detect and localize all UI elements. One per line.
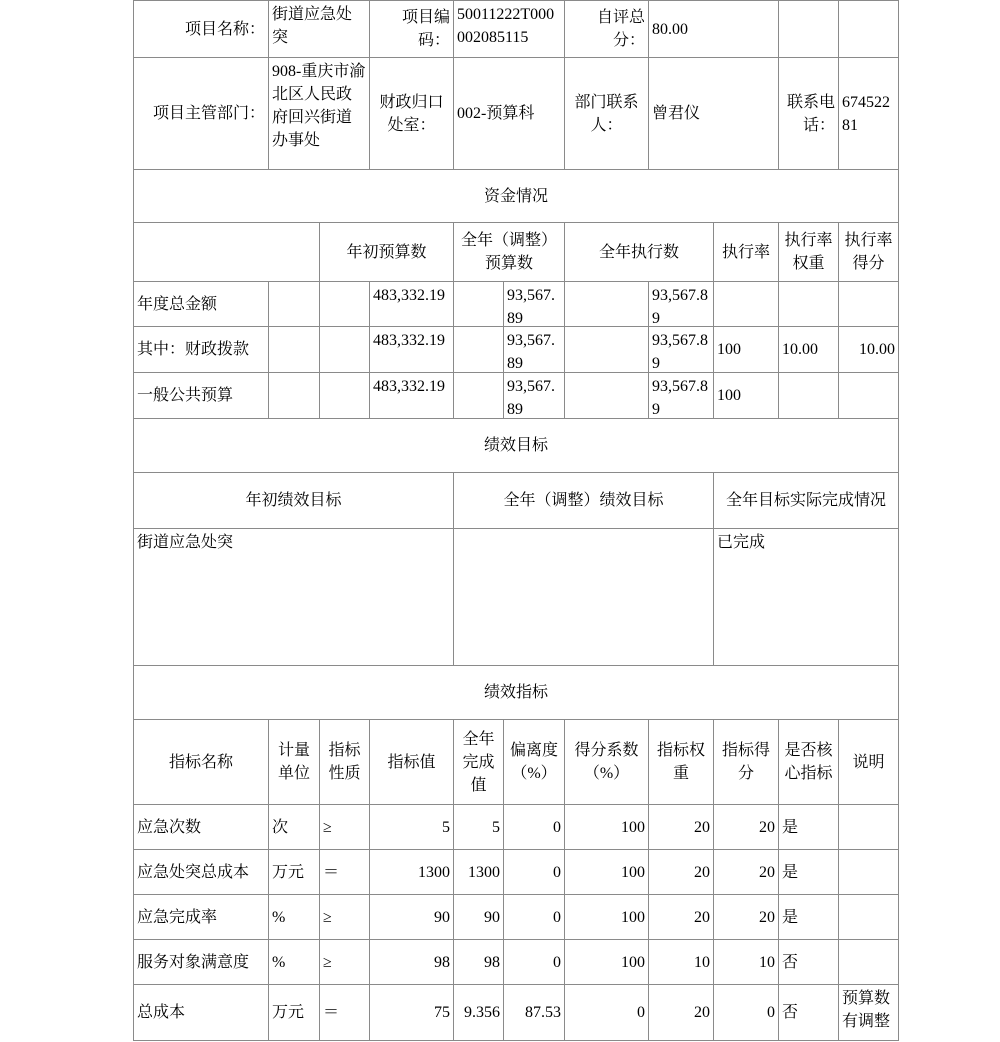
project-code-value-text: 50011222T000002085115 (457, 6, 555, 46)
funds-column-header (713, 222, 779, 282)
indicator-column-header (778, 719, 839, 805)
empty-cell (319, 281, 370, 327)
goals-value (453, 528, 714, 666)
project-name-value (268, 0, 370, 58)
indicator-cell-text: 预算数有调整 (842, 990, 891, 1030)
indicator-cell-text: 75 (434, 1004, 450, 1021)
indicator-cell-text: 20 (759, 863, 775, 881)
indicator-cell (133, 804, 269, 850)
goals-section-title (133, 418, 899, 473)
goals-value-text: 街道应急处突 (137, 534, 234, 551)
funds-column-header (319, 222, 454, 282)
indicator-cell (503, 939, 565, 985)
indicator-cell-text: 100 (621, 818, 645, 836)
funds-rate-value (713, 281, 779, 327)
indicator-cell-text: 应急次数 (137, 818, 202, 836)
indicator-cell-text: ＝ (323, 1004, 340, 1021)
project-code-value (453, 0, 565, 58)
indicator-cell (564, 894, 649, 940)
phone-value (838, 57, 899, 170)
indicator-cell (268, 849, 320, 895)
indicator-cell-text: 万元 (272, 863, 305, 881)
empty-cell (319, 372, 370, 419)
funds-column-header-text: 全年执行数 (598, 243, 679, 261)
indicator-cell-text: 10 (759, 953, 775, 971)
indicator-cell-text: 0 (553, 953, 561, 971)
contact-value-text: 曾君仪 (652, 105, 701, 122)
indicator-cell (133, 984, 269, 1041)
indicator-cell (319, 849, 370, 895)
indicator-cell (133, 939, 269, 985)
indicator-column-header-text: 指标名称 (168, 753, 233, 771)
indicator-cell-text: 是 (782, 863, 799, 881)
indicator-cell (778, 939, 839, 985)
indicator-cell (648, 939, 714, 985)
contact-label (564, 57, 649, 170)
contact-value (648, 57, 779, 170)
goals-column-header (453, 472, 714, 529)
indicator-cell (268, 804, 320, 850)
indicator-column-header-text: 是否核心指标 (784, 742, 833, 782)
funds-score-value-text: 10.00 (859, 341, 895, 358)
empty-cell (564, 281, 649, 327)
indicator-column-header-text: 计量单位 (277, 742, 310, 782)
funds-score-value (838, 372, 899, 419)
indicator-cell-text: 20 (694, 1004, 710, 1021)
indicator-cell-text: 应急完成率 (137, 908, 218, 926)
indicator-cell-text: 100 (621, 953, 645, 971)
empty-cell (268, 281, 320, 327)
empty-cell (453, 372, 504, 419)
indicator-column-header (268, 719, 320, 805)
indicator-cell-text: 87.53 (525, 1004, 561, 1021)
funds-weight-value-text: 10.00 (782, 341, 818, 358)
goals-value (713, 528, 899, 666)
indicator-cell (564, 939, 649, 985)
indicator-cell (319, 984, 370, 1041)
project-name-label (133, 0, 269, 58)
indicator-cell-text: % (272, 953, 286, 971)
indicator-cell (503, 984, 565, 1041)
indicator-cell-text: 1300 (468, 863, 500, 881)
indicator-cell-text: 总成本 (137, 1004, 186, 1021)
indicator-cell-text: 90 (484, 908, 500, 926)
goals-column-header (133, 472, 454, 529)
empty-cell (453, 281, 504, 327)
indicator-cell (713, 894, 779, 940)
indicator-cell (453, 939, 504, 985)
indicator-cell-text: 是 (782, 908, 799, 926)
funds-column-header-text: 执行率得分 (844, 232, 893, 272)
indicator-cell (453, 804, 504, 850)
empty-cell (564, 326, 649, 373)
indicator-column-header (838, 719, 899, 805)
dept-value-text: 908-重庆市渝北区人民政府回兴街道办事处 (272, 63, 366, 149)
funds-column-header-text: 年初预算数 (346, 243, 427, 261)
funds-adjusted-value (503, 281, 565, 327)
indicator-column-header-text: 得分系数（%） (574, 742, 639, 782)
funds-initial-value-text: 483,332.19 (373, 332, 445, 349)
empty-cell (778, 0, 839, 58)
indicator-cell (268, 894, 320, 940)
indicator-cell-text: 0 (553, 908, 561, 926)
self-score-label (564, 0, 649, 58)
indicator-cell-text: 服务对象满意度 (137, 953, 250, 971)
funds-column-header-text: 执行率权重 (784, 232, 833, 272)
funds-row-label (133, 326, 269, 373)
phone-label (778, 57, 839, 170)
empty-cell (319, 326, 370, 373)
indicator-cell-text: 万元 (272, 1004, 305, 1021)
funds-adjusted-value (503, 326, 565, 373)
dept-label-text: 项目主管部门： (152, 105, 265, 122)
indicator-cell (838, 894, 899, 940)
indicator-cell (713, 939, 779, 985)
dept-label (133, 57, 269, 170)
finance-office-label-text: 财政归口处室： (379, 93, 444, 134)
funds-rate-value-text: 100 (717, 341, 741, 358)
indicator-cell (838, 849, 899, 895)
indicator-cell-text: 10 (694, 953, 710, 971)
indicator-cell-text: 100 (621, 863, 645, 881)
indicator-cell (648, 849, 714, 895)
phone-value-text: 67452281 (842, 93, 890, 134)
empty-cell (453, 326, 504, 373)
indicator-cell (648, 894, 714, 940)
indicator-cell-text: ≥ (323, 953, 332, 971)
indicator-cell (838, 804, 899, 850)
indicator-column-header (133, 719, 269, 805)
indicator-cell (369, 984, 454, 1041)
indicator-column-header-text: 偏离度（%） (509, 742, 558, 782)
goals-section-title-text: 绩效目标 (483, 437, 548, 454)
indicator-cell (503, 804, 565, 850)
funds-row-label (133, 372, 269, 419)
indicator-cell (564, 804, 649, 850)
funds-column-header (564, 222, 714, 282)
indicator-column-header (713, 719, 779, 805)
contact-label-text: 部门联系人： (574, 93, 639, 134)
funds-score-value (838, 326, 899, 373)
funds-executed-value-text: 93,567.89 (652, 378, 708, 418)
indicator-cell (713, 804, 779, 850)
funds-weight-value (778, 281, 839, 327)
indicator-column-header (503, 719, 565, 805)
indicator-cell-text: 应急处突总成本 (137, 863, 250, 881)
indicator-cell-text: 1300 (418, 863, 450, 881)
indicator-cell-text: ＝ (323, 863, 340, 881)
indicator-cell-text: 否 (782, 1004, 799, 1021)
indicator-cell (564, 849, 649, 895)
indicator-cell-text: 5 (492, 818, 500, 836)
empty-cell (133, 222, 320, 282)
indicator-cell-text: 98 (434, 953, 450, 971)
phone-label-text: 联系电话： (786, 93, 835, 134)
indicator-cell-text: 0 (553, 818, 561, 836)
indicator-cell-text: 20 (759, 908, 775, 926)
funds-executed-value-text: 93,567.89 (652, 287, 708, 327)
indicator-cell (564, 984, 649, 1041)
indicators-section-title (133, 665, 899, 720)
funds-score-value (838, 281, 899, 327)
indicator-cell (453, 984, 504, 1041)
funds-adjusted-value-text: 93,567.89 (507, 378, 555, 418)
indicator-cell (268, 939, 320, 985)
indicator-column-header (648, 719, 714, 805)
project-name-value-text: 街道应急处突 (272, 6, 353, 46)
indicator-column-header-text: 全年完成值 (462, 730, 495, 794)
finance-office-value (453, 57, 565, 170)
indicator-cell (319, 894, 370, 940)
funds-row-label-text: 一般公共预算 (137, 387, 234, 404)
indicator-cell (838, 984, 899, 1041)
indicator-cell-text: 98 (484, 953, 500, 971)
funds-column-header-text: 执行率 (721, 243, 770, 261)
goals-column-header-text: 全年（调整）绩效目标 (503, 492, 664, 509)
indicator-cell (648, 984, 714, 1041)
funds-initial-value-text: 483,332.19 (373, 287, 445, 304)
indicator-cell-text: 5 (442, 818, 450, 836)
funds-initial-value (369, 326, 454, 373)
indicator-cell (133, 849, 269, 895)
indicator-column-header (369, 719, 454, 805)
funds-executed-value (648, 281, 714, 327)
funds-adjusted-value-text: 93,567.89 (507, 287, 555, 327)
indicator-column-header-text: 指标得分 (721, 742, 770, 782)
indicator-column-header-text: 说明 (852, 753, 885, 771)
indicator-cell-text: 9.356 (464, 1004, 500, 1021)
indicator-column-header (319, 719, 370, 805)
funds-rate-value (713, 372, 779, 419)
funds-row-label-text: 年度总金额 (137, 295, 218, 313)
indicator-cell-text: ≥ (323, 818, 332, 836)
empty-cell (268, 372, 320, 419)
indicator-cell (503, 849, 565, 895)
indicator-column-header-text: 指标值 (387, 753, 436, 771)
indicator-cell (778, 804, 839, 850)
project-name-label-text: 项目名称： (184, 20, 265, 38)
indicator-cell (713, 984, 779, 1041)
funds-row-label-text: 其中：财政拨款 (137, 341, 250, 358)
indicator-cell (778, 849, 839, 895)
funds-weight-value (778, 326, 839, 373)
funds-rate-value-text: 100 (717, 387, 741, 404)
indicator-cell (778, 894, 839, 940)
self-score-value-text: 80.00 (652, 20, 688, 38)
funds-executed-value (648, 326, 714, 373)
indicator-cell-text: 20 (694, 908, 710, 926)
indicator-cell (369, 939, 454, 985)
indicator-cell (453, 849, 504, 895)
goals-column-header-text: 全年目标实际完成情况 (725, 492, 886, 509)
indicator-cell-text: ≥ (323, 908, 332, 926)
finance-office-label (369, 57, 454, 170)
indicators-section-title-text: 绩效指标 (483, 684, 548, 701)
funds-row-label (133, 281, 269, 327)
funds-executed-value (648, 372, 714, 419)
empty-cell (564, 372, 649, 419)
funds-adjusted-value-text: 93,567.89 (507, 332, 555, 372)
funds-rate-value (713, 326, 779, 373)
funds-section-title (133, 169, 899, 223)
self-score-value (648, 0, 779, 58)
goals-value (133, 528, 454, 666)
indicator-column-header (453, 719, 504, 805)
funds-initial-value (369, 281, 454, 327)
indicator-cell-text: 否 (782, 953, 799, 971)
indicator-cell (838, 939, 899, 985)
indicator-cell (369, 804, 454, 850)
indicator-cell (778, 984, 839, 1041)
indicator-cell (369, 849, 454, 895)
indicator-cell (319, 804, 370, 850)
indicator-column-header-text: 指标权重 (656, 742, 705, 782)
project-code-label-text: 项目编码： (401, 9, 450, 49)
indicator-cell-text: 20 (694, 863, 710, 881)
funds-section-title-text: 资金情况 (483, 187, 548, 205)
project-code-label (369, 0, 454, 58)
funds-column-header (453, 222, 565, 282)
indicator-cell-text: 0 (637, 1004, 645, 1021)
indicator-column-header-text: 指标性质 (328, 742, 361, 782)
indicator-cell (268, 984, 320, 1041)
empty-cell (268, 326, 320, 373)
indicator-cell-text: 次 (272, 818, 289, 836)
indicator-cell (713, 849, 779, 895)
funds-executed-value-text: 93,567.89 (652, 332, 708, 372)
funds-initial-value-text: 483,332.19 (373, 378, 445, 395)
funds-adjusted-value (503, 372, 565, 419)
indicator-cell-text: 20 (694, 818, 710, 836)
indicator-cell-text: 0 (767, 1004, 775, 1021)
funds-weight-value (778, 372, 839, 419)
indicator-cell (369, 894, 454, 940)
indicator-cell (503, 894, 565, 940)
indicator-cell-text: 20 (759, 818, 775, 836)
goals-value-text: 已完成 (717, 534, 766, 551)
indicator-cell (453, 894, 504, 940)
funds-initial-value (369, 372, 454, 419)
indicator-cell (319, 939, 370, 985)
funds-column-header-text: 全年（调整）预算数 (460, 232, 557, 272)
indicator-cell-text: 90 (434, 908, 450, 926)
indicator-cell (133, 894, 269, 940)
indicator-cell-text: 100 (621, 908, 645, 926)
indicator-cell-text: 是 (782, 818, 799, 836)
empty-cell (838, 0, 899, 58)
indicator-cell (648, 804, 714, 850)
goals-column-header-text: 年初绩效目标 (245, 492, 342, 509)
indicator-column-header (564, 719, 649, 805)
self-score-label-text: 自评总分： (596, 9, 645, 49)
dept-value (268, 57, 370, 170)
funds-column-header (778, 222, 839, 282)
indicator-cell-text: % (272, 908, 286, 926)
goals-column-header (713, 472, 899, 529)
funds-column-header (838, 222, 899, 282)
indicator-cell-text: 0 (553, 863, 561, 881)
finance-office-value-text: 002-预算科 (457, 105, 535, 122)
